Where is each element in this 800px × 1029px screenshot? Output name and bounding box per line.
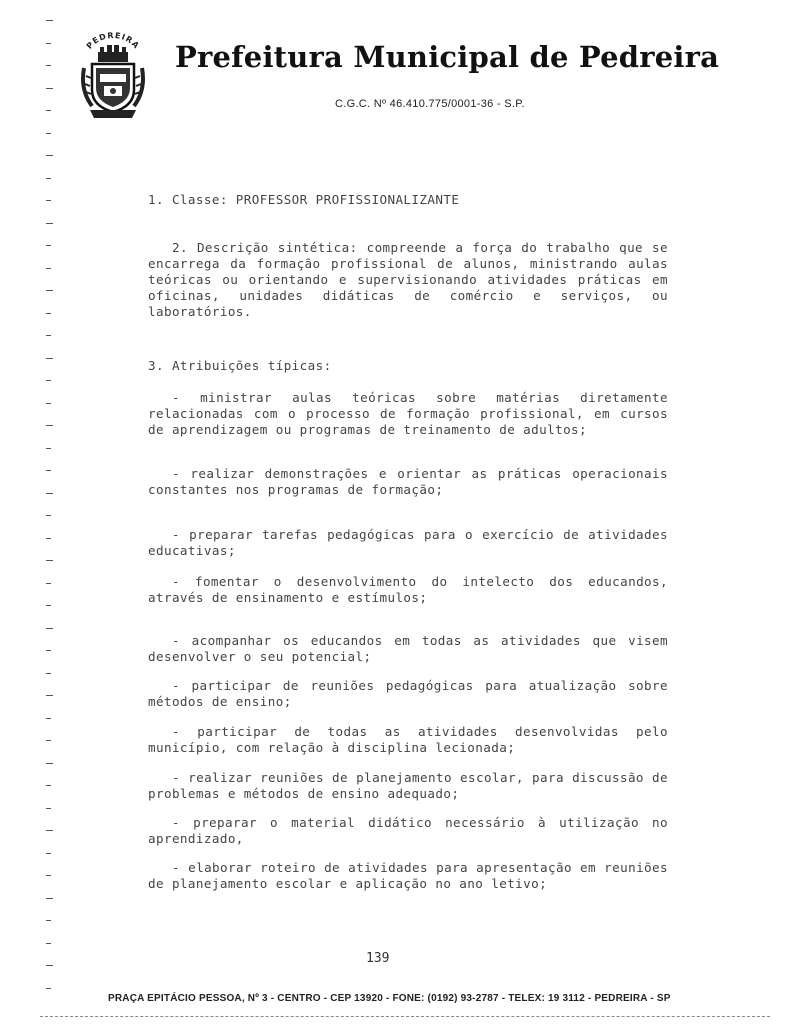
margin-tick xyxy=(46,133,51,134)
margin-tick xyxy=(46,583,51,584)
margin-tick xyxy=(46,740,51,741)
margin-tick xyxy=(46,425,53,426)
margin-tick xyxy=(46,110,51,111)
page-title: Prefeitura Municipal de Pedreira xyxy=(175,40,720,74)
margin-tick xyxy=(46,403,51,404)
svg-text:PEDREIRA xyxy=(85,31,142,51)
attribution-item: - realizar reuniões de planejamento escolar, para discussão de problemas e métodos de ensino adequado; xyxy=(148,770,668,801)
attribution-item: - ministrar aulas teóricas sobre matérias diretamente relacionadas com o processo de formação profissional, em cursos de aprendizagem ou programas de treinamento de adultos; xyxy=(148,390,668,437)
margin-tick xyxy=(46,223,53,224)
margin-tick xyxy=(46,155,53,156)
page-number: 139 xyxy=(366,951,390,966)
footer-address: PRAÇA EPITÁCIO PESSOA, Nº 3 - CENTRO - CEP 13920 - FONE: (0192) 93-2787 - TELEX: 19 3112 - PEDREIRA - SP xyxy=(108,993,671,1004)
margin-tick xyxy=(46,830,53,831)
margin-tick xyxy=(46,898,53,899)
margin-tick xyxy=(46,920,51,921)
margin-tick xyxy=(46,20,53,21)
attribution-item: - fomentar o desenvolvimento do intelecto dos educandos, através de ensinamento e estímulos; xyxy=(148,574,668,605)
attribution-item: - participar de reuniões pedagógicas para atualização sobre métodos de ensino; xyxy=(148,678,668,709)
cgc-number: C.G.C. Nº 46.410.775/0001-36 - S.P. xyxy=(335,98,525,110)
margin-tick xyxy=(46,268,51,269)
margin-tick xyxy=(46,560,53,561)
margin-tick xyxy=(46,493,53,494)
attribution-item: - participar de todas as atividades desenvolvidas pelo município, com relação à disciplina lecionada; xyxy=(148,724,668,755)
margin-tick xyxy=(46,538,51,539)
margin-tick xyxy=(46,470,51,471)
margin-tick xyxy=(46,785,51,786)
margin-tick xyxy=(46,875,51,876)
margin-tick xyxy=(46,448,51,449)
margin-tick xyxy=(46,290,53,291)
crest-text: PEDREIRA xyxy=(84,30,142,51)
margin-tick xyxy=(46,695,53,696)
margin-tick xyxy=(46,650,51,651)
margin-tick xyxy=(46,853,51,854)
margin-tick xyxy=(46,88,53,89)
margin-tick xyxy=(46,358,53,359)
margin-scan-marks xyxy=(46,20,60,1010)
margin-tick xyxy=(46,988,51,989)
attribution-item: - preparar tarefas pedagógicas para o exercício de atividades educativas; xyxy=(148,527,668,558)
attribution-item: - elaborar roteiro de atividades para apresentação em reuniões de planejamento escolar e aplicação no ano letivo; xyxy=(148,860,668,891)
margin-tick xyxy=(46,763,53,764)
attribution-item: - acompanhar os educandos em todas as atividades que visem desenvolver o seu potencial; xyxy=(148,633,668,664)
margin-tick xyxy=(46,943,51,944)
bottom-divider xyxy=(40,1016,770,1017)
item-1-class: 1. Classe: PROFESSOR PROFISSIONALIZANTE xyxy=(148,192,460,207)
margin-tick xyxy=(46,515,51,516)
margin-tick xyxy=(46,965,53,966)
margin-tick xyxy=(46,808,51,809)
margin-tick xyxy=(46,380,51,381)
margin-tick xyxy=(46,200,51,201)
margin-tick xyxy=(46,65,51,66)
margin-tick xyxy=(46,718,51,719)
margin-tick xyxy=(46,605,51,606)
item-2-description: 2. Descrição sintética: compreende a força do trabalho que se encarrega da formação profissional de alunos, ministrando aulas teóricas ou orientando e supervisionando atividades práticas em oficinas, unidades didáticas de comércio e serviços, ou laboratórios. xyxy=(148,240,668,319)
margin-tick xyxy=(46,178,51,179)
attribution-item: - preparar o material didático necessário à utilização no aprendizado, xyxy=(148,815,668,846)
margin-tick xyxy=(46,313,51,314)
margin-tick xyxy=(46,673,51,674)
margin-tick xyxy=(46,245,51,246)
margin-tick xyxy=(46,628,53,629)
margin-tick xyxy=(46,43,51,44)
municipal-coat-of-arms-icon xyxy=(80,28,146,120)
margin-tick xyxy=(46,335,51,336)
attribution-item: - realizar demonstrações e orientar as práticas operacionais constantes nos programas de formação; xyxy=(148,466,668,497)
item-3-heading: 3. Atribuições típicas: xyxy=(148,358,332,373)
